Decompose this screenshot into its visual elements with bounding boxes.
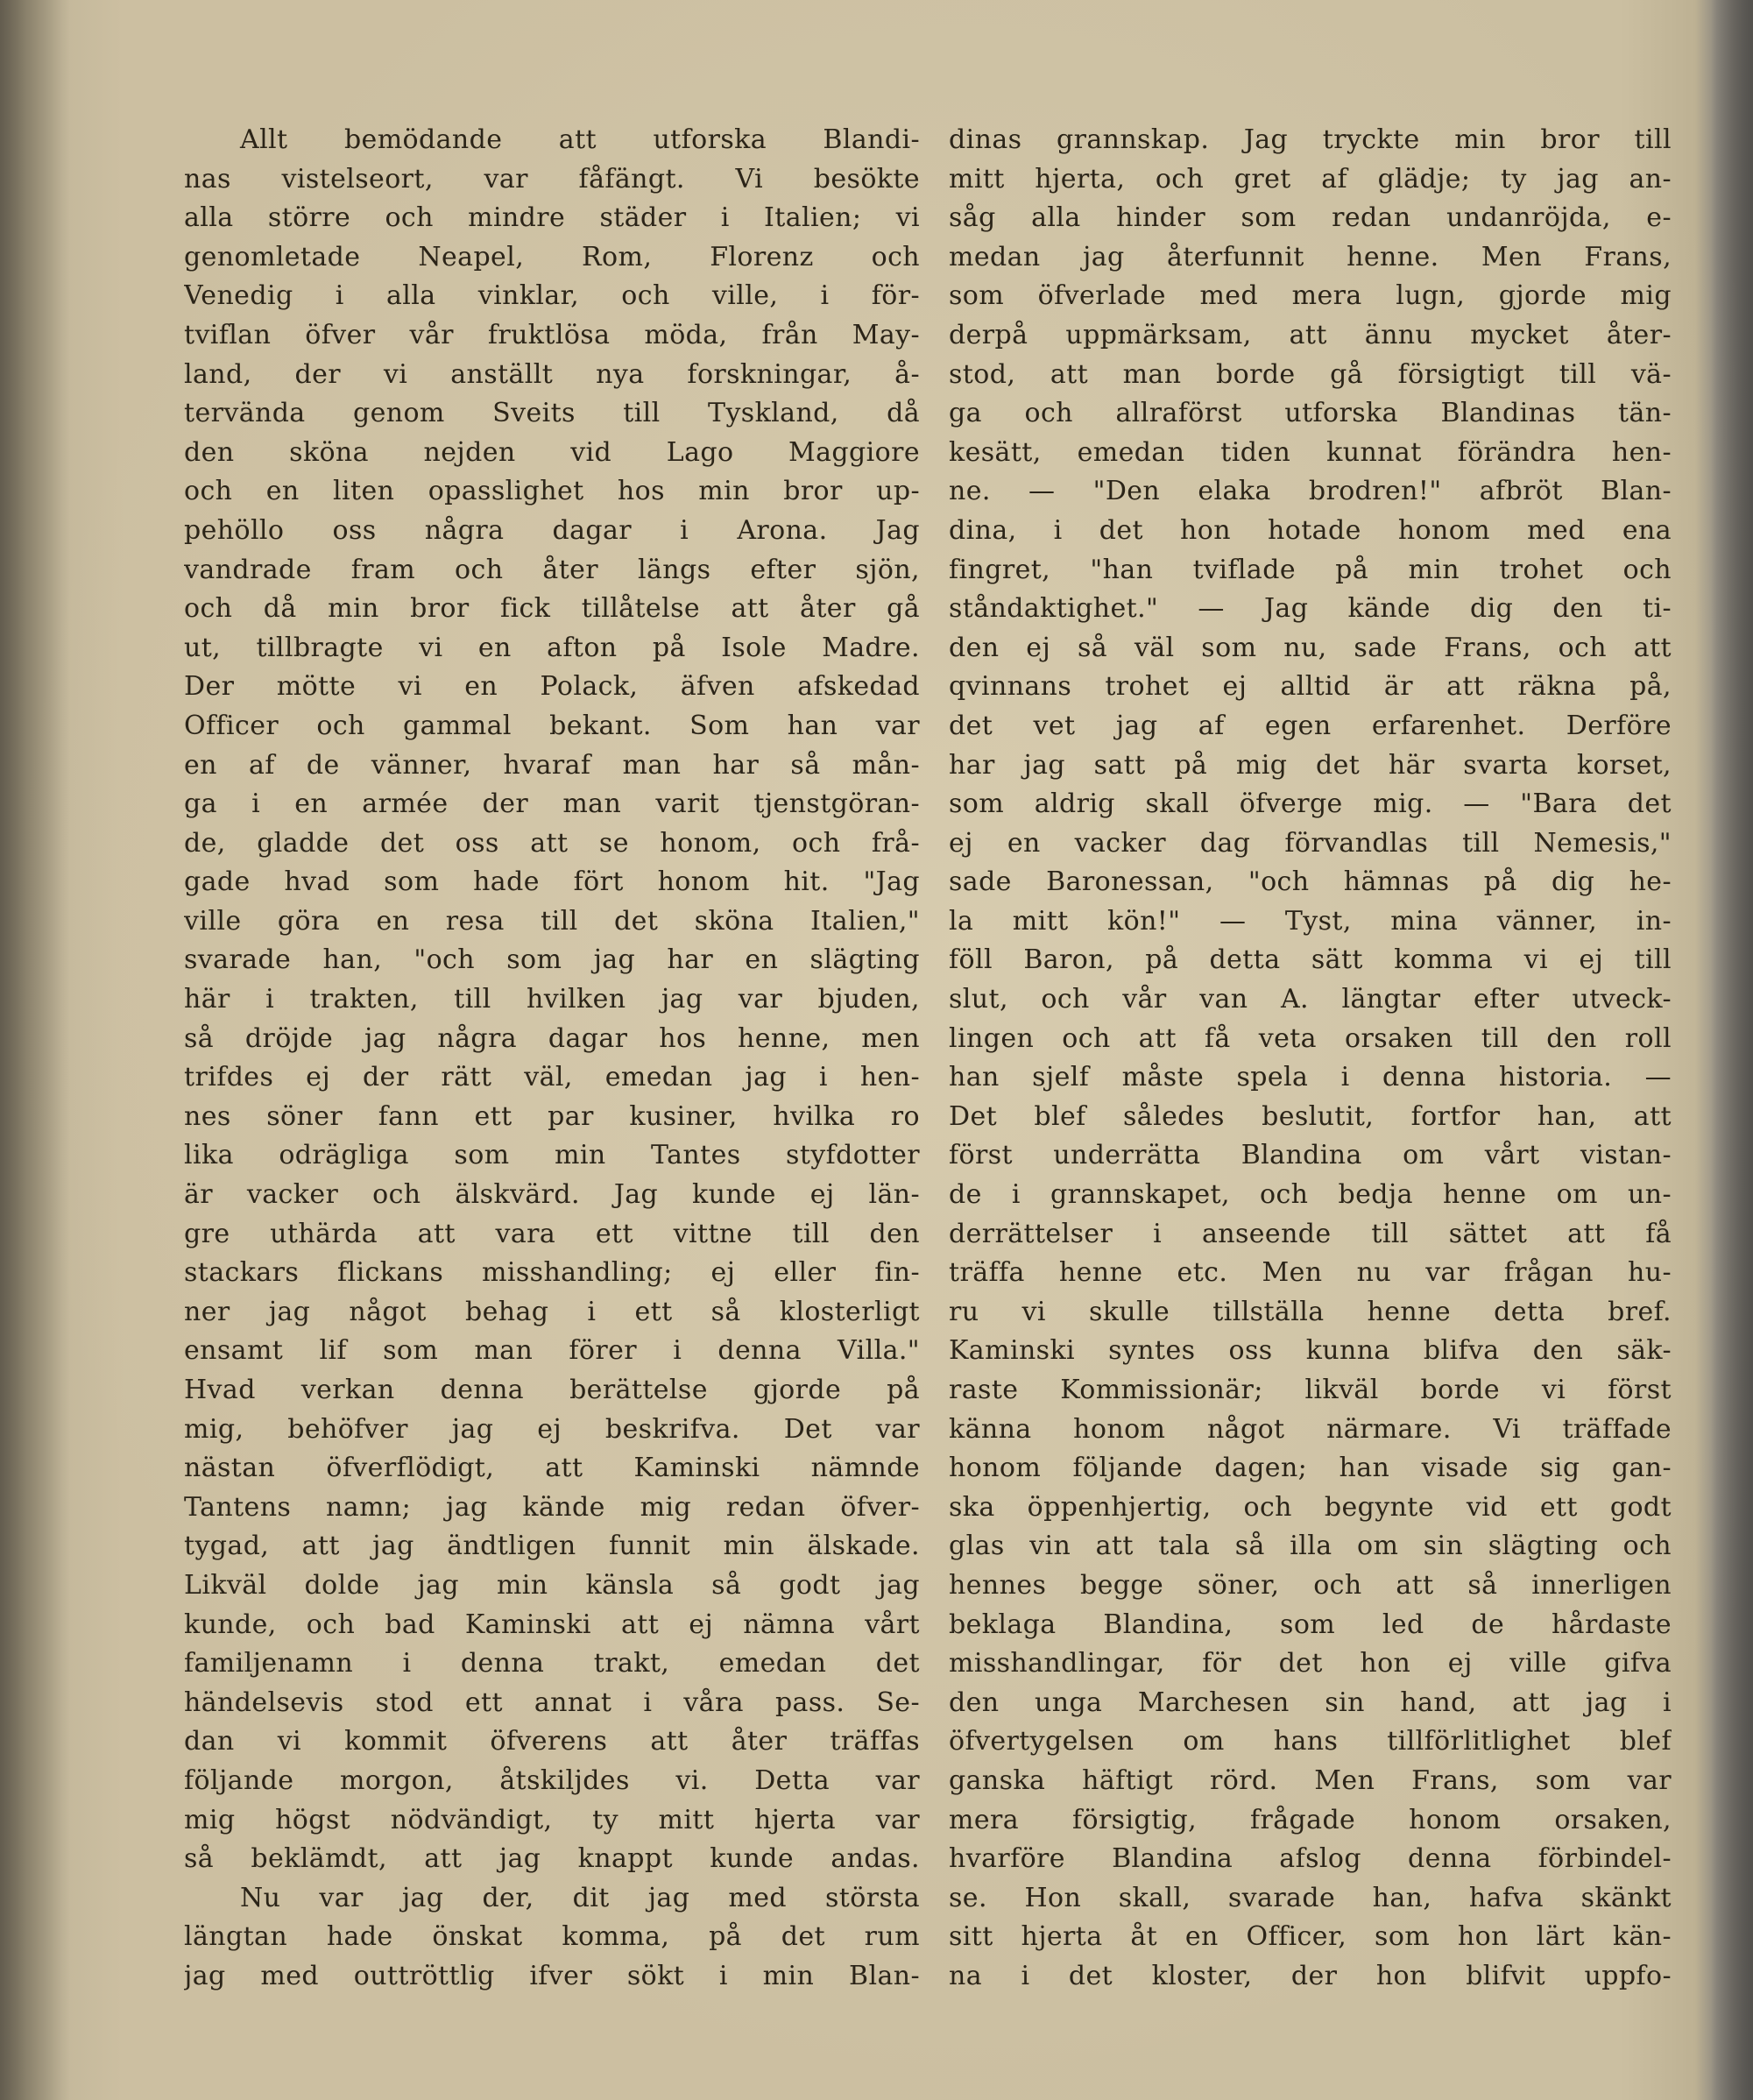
text-line: det vet jag af egen erfarenhet. Derföre: [949, 710, 1672, 741]
text-line: tervända genom Sveits till Tyskland, då: [184, 398, 920, 429]
text-line: Kaminski syntes oss kunna blifva den säk-: [949, 1335, 1672, 1367]
text-line: sade Baronessan, "och hämnas på dig he-: [949, 866, 1672, 898]
binding-gutter-shadow: [0, 0, 70, 2100]
text-line: vandrade fram och åter längs efter sjön,: [184, 554, 920, 585]
text-line: nes söner fann ett par kusiner, hvilka ro: [184, 1100, 920, 1132]
text-line: föll Baron, på detta sätt komma vi ej till: [949, 944, 1672, 976]
text-line: jag med outtröttlig ifver sökt i min Blan-: [184, 1960, 920, 1991]
text-line: träffa henne etc. Men nu var frågan hu-: [949, 1257, 1672, 1289]
text-line: ska öppenhjertig, och begynte vid ett godt: [949, 1491, 1672, 1523]
text-line: trifdes ej der rätt väl, emedan jag i hen-: [184, 1062, 920, 1093]
text-line: ej en vacker dag förvandlas till Nemesis,": [949, 827, 1672, 859]
text-line: öfvertygelsen om hans tillförlitlighet blef: [949, 1726, 1672, 1757]
text-line: derrättelser i anseende till sättet att få: [949, 1218, 1672, 1249]
text-line: ne. — "Den elaka brodren!" afbröt Blan-: [949, 476, 1672, 507]
right-text-column: [949, 121, 1672, 1997]
text-line: den sköna nejden vid Lago Maggiore: [184, 436, 920, 468]
text-line: land, der vi anställt nya forskningar, å-: [184, 358, 920, 390]
text-line: så dröjde jag några dagar hos henne, men: [184, 1022, 920, 1054]
text-line: ensamt lif som man förer i denna Villa.": [184, 1335, 920, 1367]
text-line: kunde, och bad Kaminski att ej nämna vårt: [184, 1609, 920, 1640]
text-line: ut, tillbragte vi en afton på Isole Madre.: [184, 632, 920, 663]
text-line: Likväl dolde jag min känsla så godt jag: [184, 1569, 920, 1601]
text-line: lingen och att få veta orsaken till den roll: [949, 1022, 1672, 1054]
text-line: Der mötte vi en Polack, äfven afskedad: [184, 671, 920, 703]
text-line: och då min bror fick tillåtelse att åter gå: [184, 593, 920, 625]
text-line: Venedig i alla vinklar, och ville, i för-: [184, 280, 920, 312]
text-line: Tantens namn; jag kände mig redan öfver-: [184, 1491, 920, 1523]
text-line: nas vistelseort, var fåfängt. Vi besökte: [184, 163, 920, 194]
text-line: här i trakten, till hvilken jag var bjuden,: [184, 984, 920, 1015]
text-line: ga och allraförst utforska Blandinas tän-: [949, 398, 1672, 429]
text-line: dan vi kommit öfverens att åter träffas: [184, 1726, 920, 1757]
text-line: pehöllo oss några dagar i Arona. Jag: [184, 514, 920, 546]
text-line: ga i en armée der man varit tjenstgöran-: [184, 788, 920, 820]
text-line: är vacker och älskvärd. Jag kunde ej län-: [184, 1179, 920, 1211]
text-line: glas vin att tala så illa om sin slägting och: [949, 1531, 1672, 1562]
text-line: har jag satt på mig det här svarta korset,: [949, 749, 1672, 781]
text-line: gre uthärda att vara ett vittne till den: [184, 1218, 920, 1249]
text-line: Officer och gammal bekant. Som han var: [184, 710, 920, 741]
text-line: tygad, att jag ändtligen funnit min älskade.: [184, 1531, 920, 1562]
text-line: som öfverlade med mera lugn, gjorde mig: [949, 280, 1672, 312]
text-line: han sjelf måste spela i denna historia. —: [949, 1062, 1672, 1093]
text-line: svarade han, "och som jag har en slägting: [184, 944, 920, 976]
text-line: derpå uppmärksam, att ännu mycket åter-: [949, 319, 1672, 350]
text-line: händelsevis stod ett annat i våra pass. Se-: [184, 1686, 920, 1718]
text-line: mig, behöfver jag ej beskrifva. Det var: [184, 1413, 920, 1445]
text-line: kesätt, emedan tiden kunnat förändra hen-: [949, 436, 1672, 468]
text-line: en af de vänner, hvaraf man har så mån-: [184, 749, 920, 781]
text-line: tviflan öfver vår fruktlösa möda, från May-: [184, 319, 920, 350]
text-line: slut, och vår van A. längtar efter utveck-: [949, 984, 1672, 1015]
text-line: stackars flickans misshandling; ej eller fin-: [184, 1257, 920, 1289]
text-line: ståndaktighet." — Jag kände dig den ti-: [949, 593, 1672, 625]
text-line: hennes begge söner, och att så innerligen: [949, 1569, 1672, 1601]
text-line: nästan öfverflödigt, att Kaminski nämnde: [184, 1453, 920, 1484]
text-line: så beklämdt, att jag knappt kunde andas.: [184, 1843, 920, 1875]
text-line: ville göra en resa till det sköna Italien,": [184, 905, 920, 937]
page-edge: [1711, 0, 1753, 2100]
text-line: qvinnans trohet ej alltid är att räkna på,: [949, 671, 1672, 703]
text-line: alla större och mindre städer i Italien; vi: [184, 202, 920, 234]
text-line: de i grannskapet, och bedja henne om un-: [949, 1179, 1672, 1211]
text-line: som aldrig skall öfverge mig. — "Bara det: [949, 788, 1672, 820]
text-line: följande morgon, åtskiljdes vi. Detta var: [184, 1764, 920, 1796]
text-line: såg alla hinder som redan undanröjda, e-: [949, 202, 1672, 234]
text-line: känna honom något närmare. Vi träffade: [949, 1413, 1672, 1445]
text-line: stod, att man borde gå försigtigt till vä-: [949, 358, 1672, 390]
text-line: familjenamn i denna trakt, emedan det: [184, 1648, 920, 1679]
text-line: la mitt kön!" — Tyst, mina vänner, in-: [949, 905, 1672, 937]
text-line: de, gladde det oss att se honom, och frå-: [184, 827, 920, 859]
text-line: längtan hade önskat komma, på det rum: [184, 1921, 920, 1953]
text-line: se. Hon skall, svarade han, hafva skänkt: [949, 1882, 1672, 1913]
text-line: och en liten opasslighet hos min bror up-: [184, 476, 920, 507]
text-line: lika odrägliga som min Tantes styfdotter: [184, 1140, 920, 1171]
text-line: mitt hjerta, och gret af glädje; ty jag an-: [949, 163, 1672, 194]
text-line: Nu var jag der, dit jag med största: [240, 1882, 920, 1913]
text-line: mera försigtig, frågade honom orsaken,: [949, 1804, 1672, 1835]
text-line: medan jag återfunnit henne. Men Frans,: [949, 241, 1672, 272]
text-line: fingret, "han tviflade på min trohet och: [949, 554, 1672, 585]
text-line: mig högst nödvändigt, ty mitt hjerta var: [184, 1804, 920, 1835]
text-line: först underrätta Blandina om vårt vistan-: [949, 1140, 1672, 1171]
text-line: genomletade Neapel, Rom, Florenz och: [184, 241, 920, 272]
text-line: na i det kloster, der hon blifvit uppfo-: [949, 1960, 1672, 1991]
text-line: Allt bemödande att utforska Blandi-: [240, 124, 920, 155]
text-line: ner jag något behag i ett så klosterligt: [184, 1296, 920, 1327]
text-line: beklaga Blandina, som led de hårdaste: [949, 1609, 1672, 1640]
text-line: honom följande dagen; han visade sig gan-: [949, 1453, 1672, 1484]
text-line: ru vi skulle tillställa henne detta bref.: [949, 1296, 1672, 1327]
text-line: gade hvad som hade fört honom hit. "Jag: [184, 866, 920, 898]
text-line: dinas grannskap. Jag tryckte min bror till: [949, 124, 1672, 155]
text-line: hvarföre Blandina afslog denna förbindel-: [949, 1843, 1672, 1875]
text-line: sitt hjerta åt en Officer, som hon lärt kän-: [949, 1921, 1672, 1953]
left-text-column: [184, 121, 920, 1997]
text-line: ganska häftigt rörd. Men Frans, som var: [949, 1764, 1672, 1796]
text-line: raste Kommissionär; likväl borde vi först: [949, 1375, 1672, 1405]
text-line: den ej så väl som nu, sade Frans, och att: [949, 632, 1672, 663]
text-line: Det blef således beslutit, fortfor han, att: [949, 1100, 1672, 1132]
text-line: misshandlingar, för det hon ej ville gifva: [949, 1648, 1672, 1679]
text-line: dina, i det hon hotade honom med ena: [949, 514, 1672, 546]
text-line: den unga Marchesen sin hand, att jag i: [949, 1686, 1672, 1718]
text-line: Hvad verkan denna berättelse gjorde på: [184, 1375, 920, 1405]
